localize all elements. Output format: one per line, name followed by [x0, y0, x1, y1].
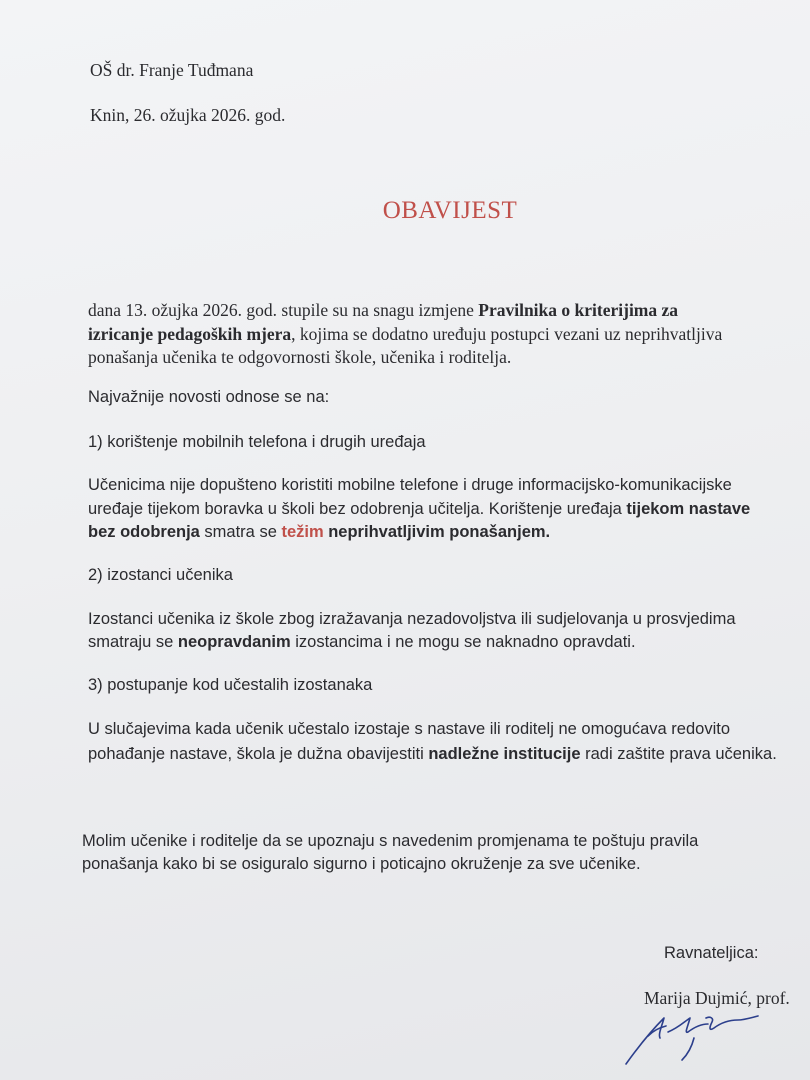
novosti-intro: Najvažnije novosti odnose se na: [88, 388, 330, 406]
section-3-heading: 3) postupanje kod učestalih izostanaka [88, 676, 373, 694]
intro-line-1 [88, 299, 678, 321]
section-1-text: smatra se [199, 523, 282, 541]
emphasis-without-approval: bez odobrenja [88, 523, 200, 541]
section-3-text: pohađanje nastave, škola je dužna obavijestiti [88, 745, 429, 763]
intro-line-2 [88, 323, 722, 345]
closing-line-1: Molim učenike i roditelje da se upoznaju s navedenim promjenama te poštuju pravila [82, 832, 699, 850]
school-name: OŠ dr. Franje Tuđmana [90, 60, 254, 80]
intro-text: , kojima se dodatno uređuju postupci vezani uz neprihvatljiva [291, 324, 723, 344]
emphasis-severe: težim [281, 523, 324, 541]
emphasis-during-class: tijekom nastave [626, 500, 751, 518]
place-date: Knin, 26. ožujka 2026. god. [90, 105, 286, 125]
section-1-line-3 [88, 521, 550, 543]
emphasis-unexcused: neopravdanim [177, 633, 291, 651]
section-3-text: radi zaštite prava učenika. [580, 745, 777, 763]
regulation-name-cont: izricanje pedagoških mjera [88, 324, 292, 344]
section-2-line-2 [88, 631, 636, 653]
section-2-heading: 2) izostanci učenika [88, 566, 233, 584]
signature-role: Ravnateljica: [664, 944, 759, 962]
section-2-text: izostancima i ne mogu se naknadno opravdati. [290, 633, 636, 651]
signatory-name: Marija Dujmić, prof. [644, 988, 790, 1008]
section-2-line-1: Izostanci učenika iz škole zbog izražavanja nezadovoljstva ili sudjelovanja u prosvjedima [88, 610, 736, 628]
intro-line-3: ponašanja učenika te odgovornosti škole, učenika i roditelja. [88, 347, 512, 367]
section-2-text: smatraju se [88, 633, 178, 651]
regulation-name: Pravilnika o kriterijima za [478, 300, 679, 320]
section-3-line-2 [88, 743, 777, 765]
intro-text: dana 13. ožujka 2026. god. stupile su na snagu izmjene [88, 300, 479, 320]
section-1-heading: 1) korištenje mobilnih telefona i drugih uređaja [88, 433, 426, 451]
document-title: OBAVIJEST [382, 197, 518, 224]
emphasis-institutions: nadležne institucije [428, 745, 581, 763]
handwritten-signature [618, 998, 778, 1068]
closing-line-2: ponašanja kako bi se osiguralo sigurno i poticajno okruženje za sve učenike. [82, 855, 641, 873]
section-1-text: uređaje tijekom boravka u školi bez odobrenja učitelja. Korištenje uređaja [88, 500, 627, 518]
section-1-line-1: Učenicima nije dopušteno koristiti mobilne telefone i druge informacijsko-komunikacijske [88, 476, 732, 494]
section-1-line-2 [88, 498, 750, 520]
emphasis-unacceptable: neprihvatljivim ponašanjem. [323, 523, 551, 541]
section-3-line-1: U slučajevima kada učenik učestalo izostaje s nastave ili roditelj ne omogućava redovito [88, 720, 731, 738]
